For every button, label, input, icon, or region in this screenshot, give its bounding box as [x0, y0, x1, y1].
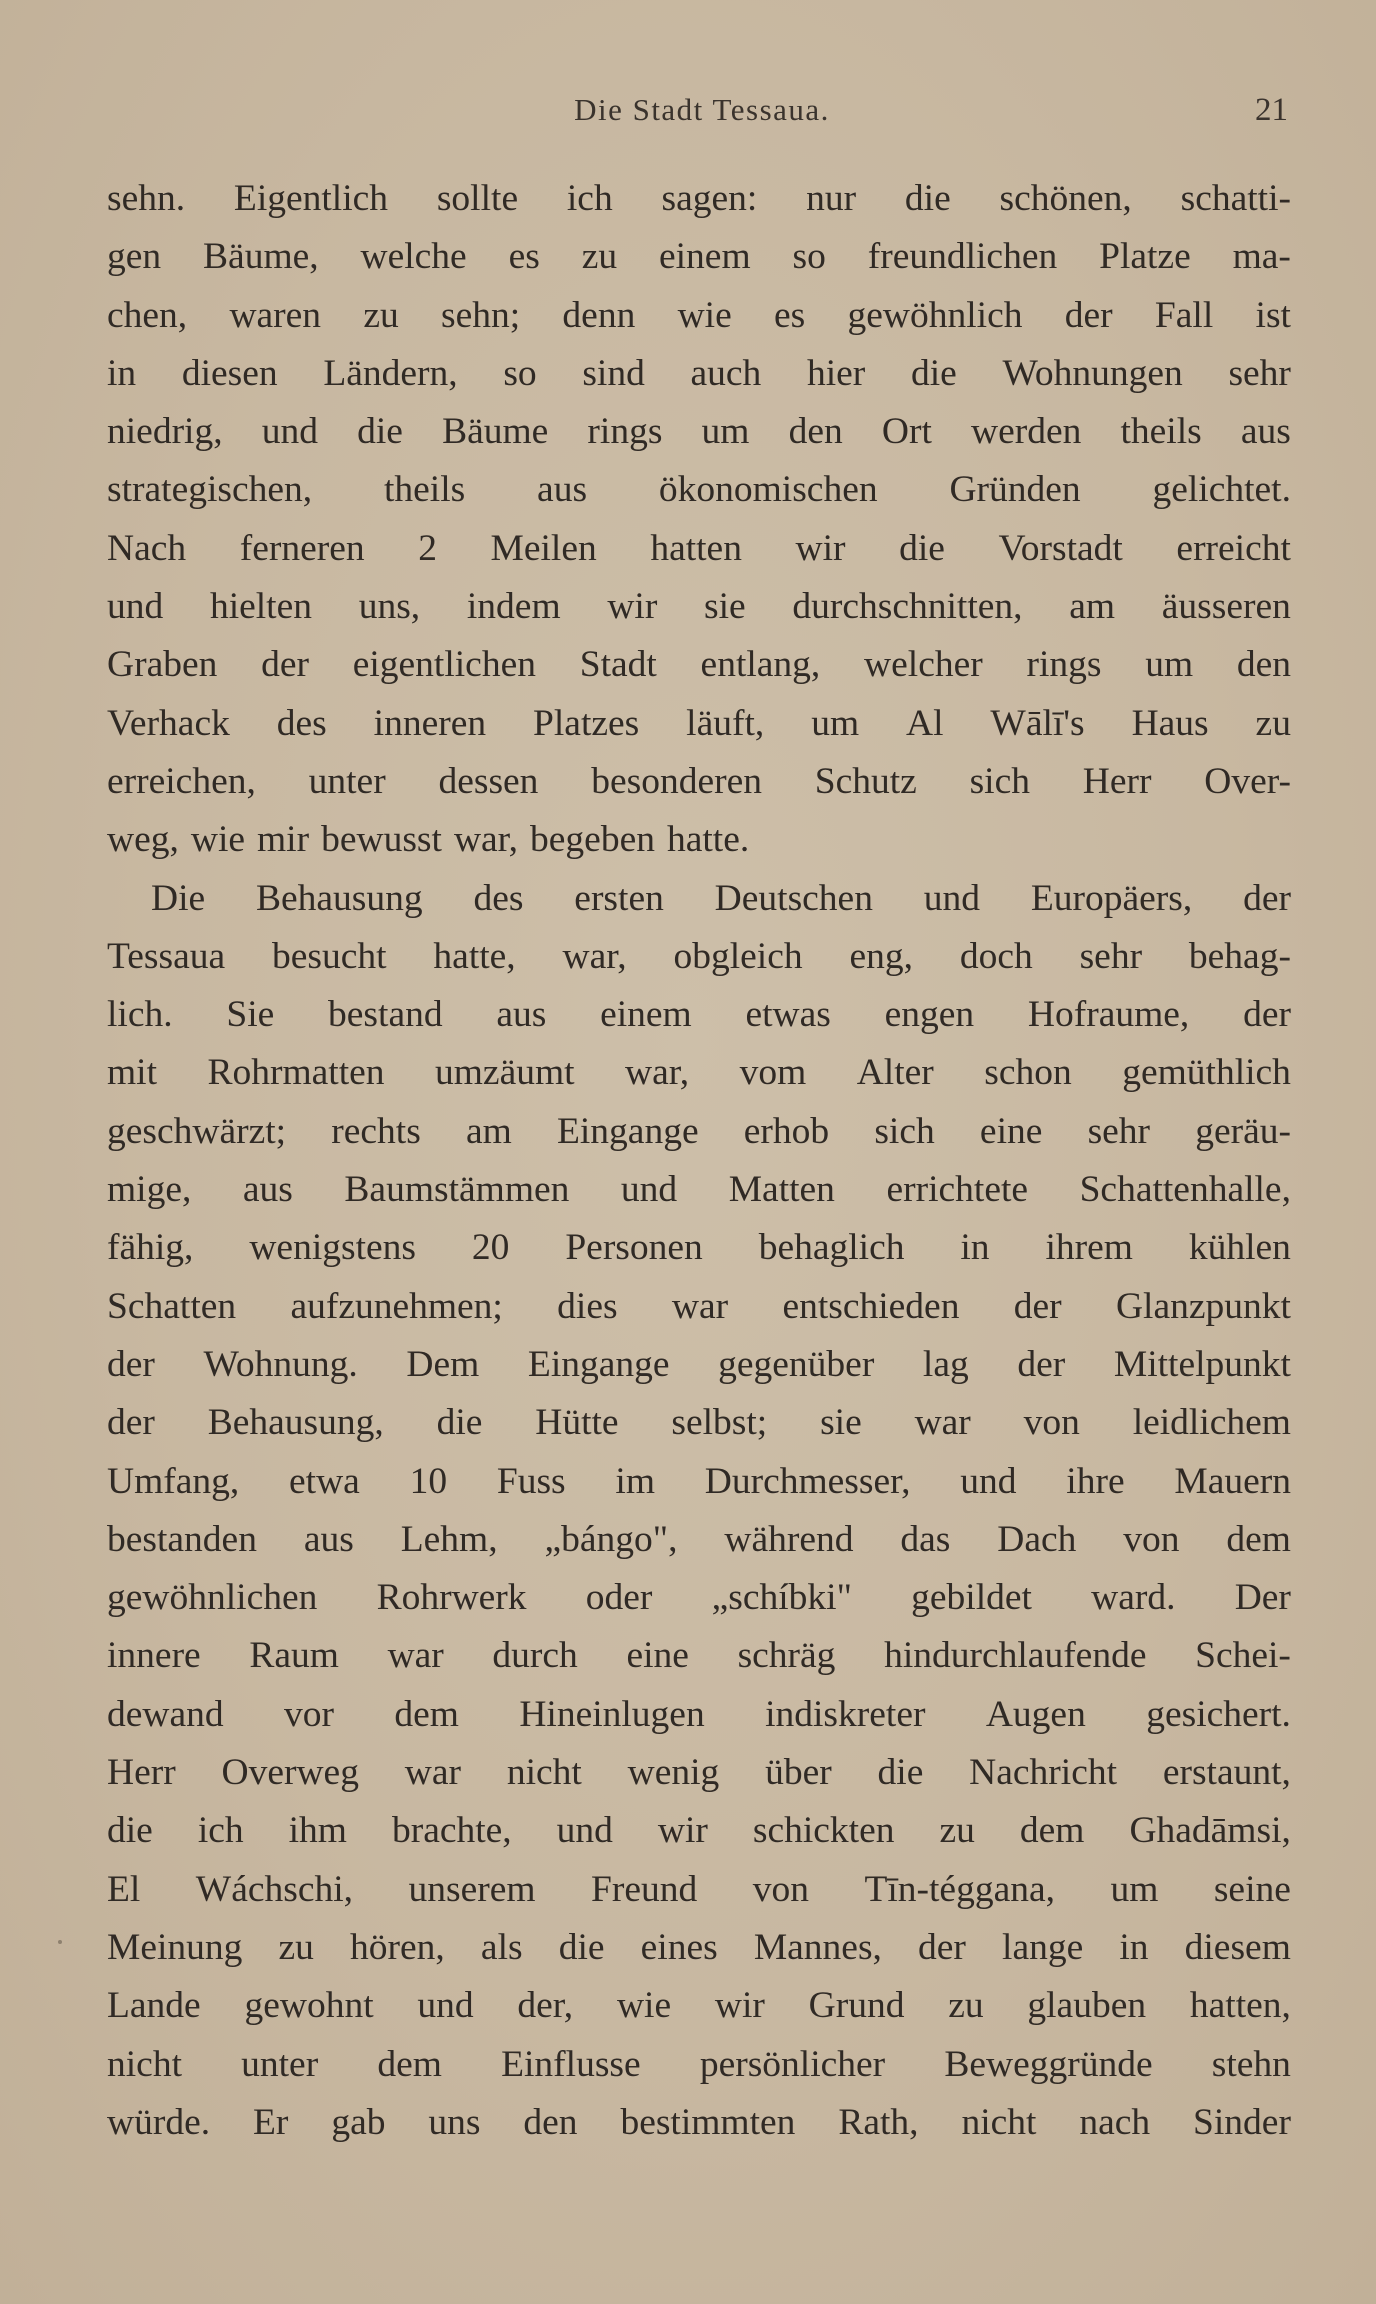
text-line: in diesen Ländern, so sind auch hier die Wohnungen sehr	[107, 352, 1291, 394]
text-line: chen, waren zu sehn; denn wie es gewöhnlich der Fall ist	[107, 294, 1291, 336]
text-line: die ich ihm brachte, und wir schickten zu dem Ghadāmsi,	[107, 1810, 1291, 1852]
text-line: Nach ferneren 2 Meilen hatten wir die Vorstadt erreicht	[107, 527, 1291, 569]
text-line: der Behausung, die Hütte selbst; sie war von leidlichem	[107, 1402, 1291, 1444]
text-line: erreichen, unter dessen besonderen Schutz sich Herr Over-	[107, 760, 1291, 802]
text-line: Schatten aufzunehmen; dies war entschieden der Glanzpunkt	[107, 1285, 1291, 1327]
text-line: gen Bäume, welche es zu einem so freundlichen Platze ma-	[107, 236, 1291, 278]
text-line: würde. Er gab uns den bestimmten Rath, nicht nach Sinder	[107, 2101, 1291, 2143]
text-line: Verhack des inneren Platzes läuft, um Al Wālī's Haus zu	[107, 702, 1291, 744]
text-line: Tessaua besucht hatte, war, obgleich eng, doch sehr behag-	[107, 935, 1291, 977]
text-line: El Wáchschi, unserem Freund von Tīn-téggana, um seine	[107, 1868, 1291, 1910]
text-line: geschwärzt; rechts am Eingange erhob sich eine sehr geräu-	[107, 1110, 1291, 1152]
text-line: Herr Overweg war nicht wenig über die Nachricht erstaunt,	[107, 1752, 1291, 1794]
running-head-title: Die Stadt Tessaua.	[574, 92, 830, 127]
text-line: strategischen, theils aus ökonomischen Gründen gelichtet.	[107, 469, 1291, 511]
paragraph-first-line: Die Behausung des ersten Deutschen und Europäers, der	[151, 877, 1291, 919]
text-line: und hielten uns, indem wir sie durchschnitten, am äusseren	[107, 586, 1291, 628]
text-line: nicht unter dem Einflusse persönlicher Beweggründe stehn	[107, 2043, 1291, 2085]
text-line: sehn. Eigentlich sollte ich sagen: nur die schönen, schatti-	[107, 178, 1291, 219]
text-line: Meinung zu hören, als die eines Mannes, der lange in diesem	[107, 1926, 1291, 1968]
text-line: dewand vor dem Hineinlugen indiskreter Augen gesichert.	[107, 1693, 1291, 1735]
text-line: Umfang, etwa 10 Fuss im Durchmesser, und ihre Mauern	[107, 1460, 1291, 1502]
running-head	[108, 90, 1296, 130]
text-line: lich. Sie bestand aus einem etwas engen Hofraume, der	[107, 994, 1291, 1036]
text-line: gewöhnlichen Rohrwerk oder „schíbki" gebildet ward. Der	[107, 1577, 1291, 1619]
text-line: innere Raum war durch eine schräg hindurchlaufende Schei-	[107, 1635, 1291, 1677]
page-number: 21	[1255, 92, 1288, 128]
text-line: Graben der eigentlichen Stadt entlang, welcher rings um den	[107, 644, 1291, 686]
text-line: mige, aus Baumstämmen und Matten errichtete Schattenhalle,	[107, 1169, 1291, 1211]
margin-speck	[58, 1940, 62, 1944]
text-line: weg, wie mir bewusst war, begeben hatte.	[107, 819, 750, 861]
text-line: niedrig, und die Bäume rings um den Ort werden theils aus	[107, 411, 1291, 453]
text-line: mit Rohrmatten umzäumt war, vom Alter schon gemüthlich	[107, 1052, 1291, 1094]
text-line: Lande gewohnt und der, wie wir Grund zu glauben hatten,	[107, 1985, 1291, 2027]
text-line: fähig, wenigstens 20 Personen behaglich in ihrem kühlen	[107, 1227, 1291, 1269]
text-line: der Wohnung. Dem Eingange gegenüber lag der Mittelpunkt	[107, 1343, 1291, 1385]
body-text	[107, 170, 1291, 2152]
text-line: bestanden aus Lehm, „bángo", während das Dach von dem	[107, 1518, 1291, 1560]
